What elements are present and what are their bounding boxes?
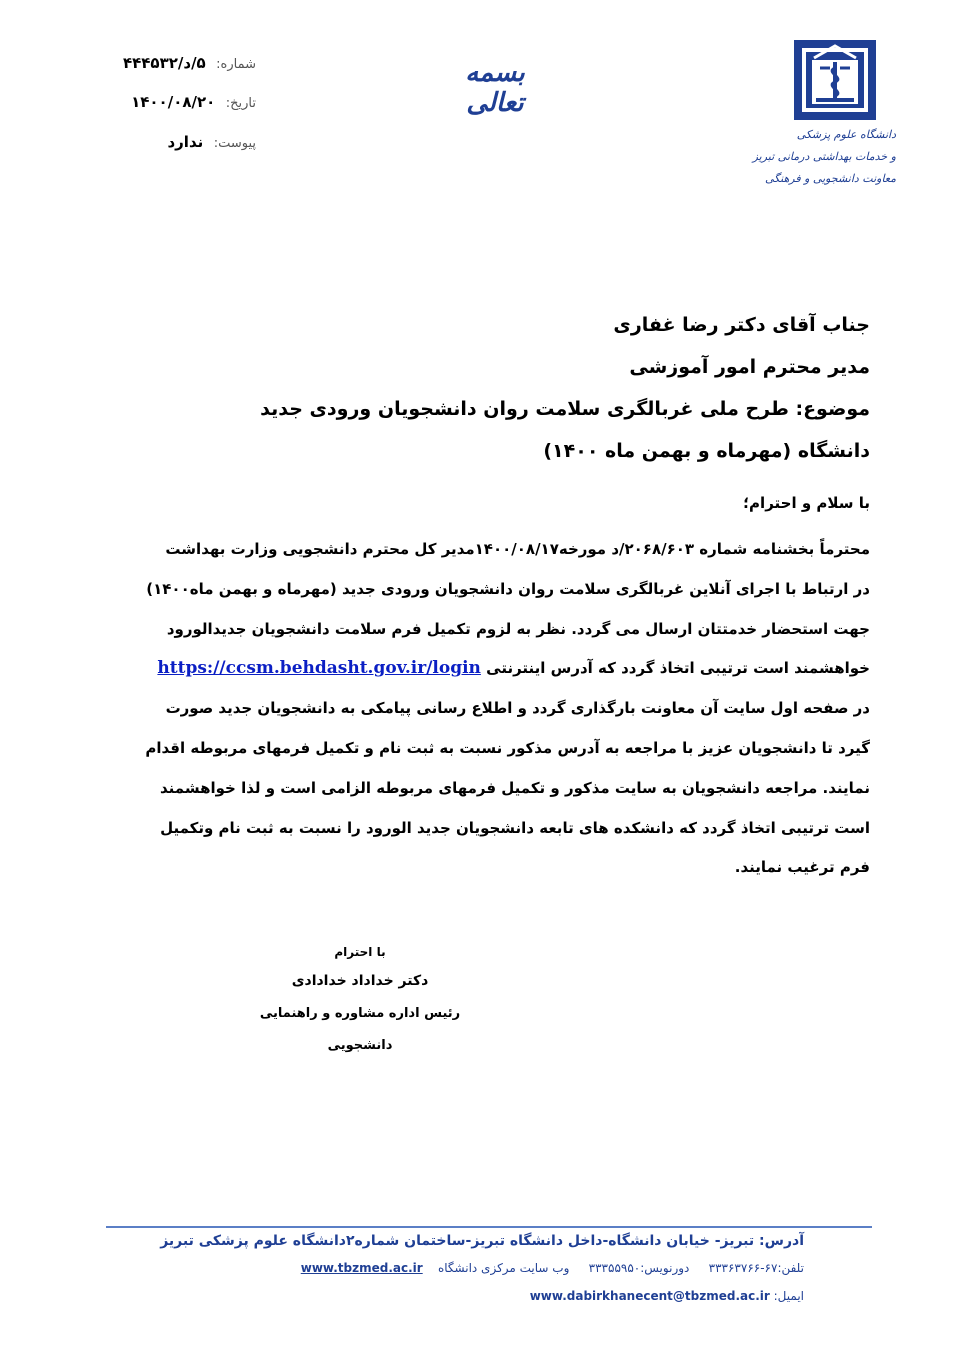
letter-number <box>96 54 256 72</box>
letter-attachment-label: پیوست: <box>213 136 256 151</box>
email-label: ایمیل: <box>773 1289 804 1303</box>
signatory-position: رئیس اداره مشاوره و راهنمایی دانشجویی <box>259 1006 461 1053</box>
university-logo-caption <box>752 124 896 190</box>
letter-attachment <box>96 133 256 151</box>
body-line: در ارتباط با اجرای آنلاین غربالگری سلامت روان دانشجویان ورودی جدید (مهرماه و بهمن ماه۱۴۰۰) <box>146 579 870 598</box>
body-line: گیرد تا دانشجویان عزیز با مراجعه به آدرس مذکور نسبت به ثبت نام و تکمیل فرمهای مربوطه اقدام <box>145 738 870 757</box>
footer-contacts <box>100 1253 804 1283</box>
university-logo-icon <box>792 38 878 122</box>
body-line: است ترتیبی اتخاذ گردد که دانشکده های تابعه دانشجویان جدید الورود را نسبت به ثبت نام وتکمیل <box>160 818 870 837</box>
logo-caption-line: و خدمات بهداشتی درمانی تبریز <box>752 150 896 163</box>
letter-number-label: شماره: <box>216 57 256 72</box>
fax-number: ۳۳۳۵۵۹۵۰ <box>588 1261 641 1275</box>
fax-label: دورنویس: <box>640 1261 690 1275</box>
greeting: با سلام و احترام؛ <box>743 494 870 512</box>
recipient-title: مدیر محترم امور آموزشی <box>629 356 870 378</box>
letter-subject: موضوع: طرح ملی غربالگری سلامت روان دانشجویان ورودی جدید دانشگاه (مهرماه و بهمن ماه ۱۴۰۰) <box>260 398 870 462</box>
website-link[interactable]: www.tbzmed.ac.ir <box>300 1261 423 1275</box>
email-address[interactable]: www.dabirkhanecent@tbzmed.ac.ir <box>529 1289 770 1303</box>
body-line: فرم ترغیب نمایند. <box>734 858 870 877</box>
phone-label: تلفن: <box>777 1261 804 1275</box>
bismillah-heading: بسمه تعالی <box>465 58 525 118</box>
body-line-text: خواهشمند است ترتیبی اتخاذ گردد که آدرس اینترنتی <box>486 659 870 678</box>
letter-number-value: ۵/د/۴۴۴۵۳۲ <box>122 54 206 72</box>
signatory-name: دکتر خداداد خدادادی <box>291 973 429 989</box>
footer-divider <box>106 1226 872 1228</box>
letter-attachment-value: ندارد <box>167 133 204 151</box>
body-line: در صفحه اول سایت آن معاونت بارگذاری گردد و اطلاع رسانی پیامکی به دانشجویان جدید صورت <box>165 699 870 718</box>
letter-date <box>96 93 256 111</box>
recipient-name: جناب آقای دکتر رضا غفاری <box>613 314 870 336</box>
footer <box>100 1229 804 1309</box>
signature-block <box>230 940 490 1062</box>
body-line-with-link <box>157 649 870 689</box>
body-line: محترماً بخشنامه شماره ۲۰۶۸/۶۰۳/د مورخه۱۴۰۰/۰۸/۱۷مدیر کل محترم دانشجویی وزارت بهداشت <box>165 540 870 558</box>
letter-body <box>145 530 870 888</box>
website-label: وب سایت مرکزی دانشگاه <box>437 1261 570 1275</box>
recipient-block <box>170 304 870 388</box>
phone-number: ۶۷-۳۳۳۶۳۷۶۶ <box>708 1261 778 1275</box>
footer-email-row <box>100 1283 804 1309</box>
logo-caption-line: دانشگاه علوم پزشکی <box>796 128 896 141</box>
body-line: نمایند. مراجعه دانشجویان به سایت مذکور و تکمیل فرمهای مربوطه الزامی است و لذا خواهشمند <box>160 778 870 797</box>
screening-site-link[interactable]: https://ccsm.behdasht.gov.ir/login <box>157 658 481 679</box>
letter-date-label: تاریخ: <box>225 96 256 111</box>
signature-closing: با احترام <box>334 945 386 959</box>
logo-caption-line: معاونت دانشجویی و فرهنگی <box>764 172 896 185</box>
body-line: جهت استحضار خدمتتان ارسال می گردد. نظر به لزوم تکمیل فرم سلامت دانشجویان جدیدالورود <box>166 619 870 638</box>
footer-address: آدرس: تبریز- خیابان دانشگاه-داخل دانشگاه تبریز-ساختمان شماره۲دانشگاه علوم پزشکی تبریز <box>160 1233 804 1249</box>
letter-date-value: ۱۴۰۰/۰۸/۲۰ <box>131 93 216 111</box>
